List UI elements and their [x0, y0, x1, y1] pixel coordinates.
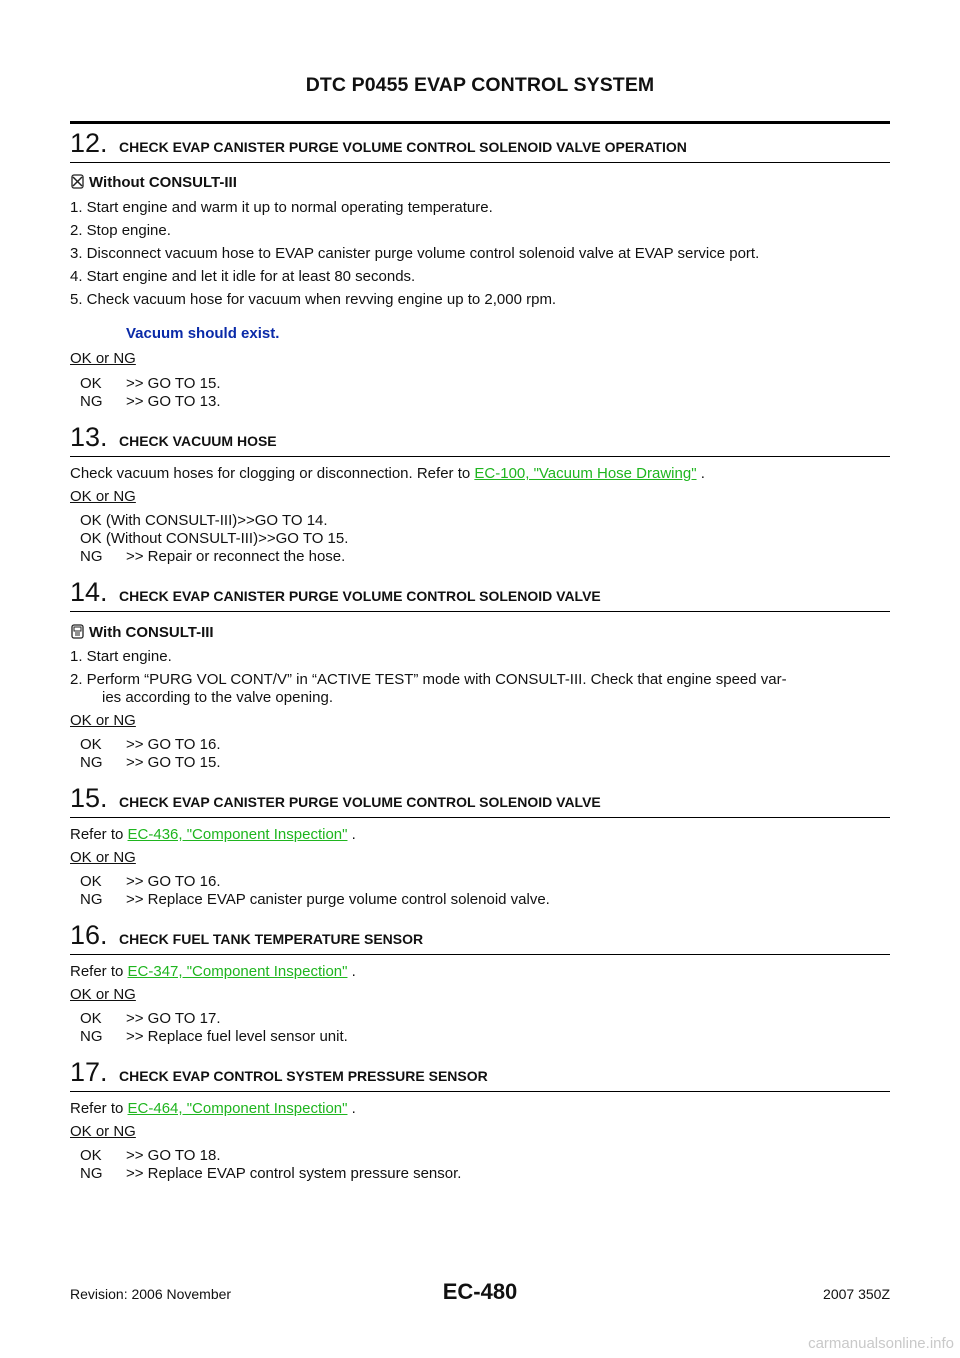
step-number: 12.	[70, 128, 108, 158]
result-ok: OK >> GO TO 16.	[80, 736, 221, 753]
procedure-item: 3. Disconnect vacuum hose to EVAP canister purge volume control solenoid valve at EVAP service port.	[70, 245, 760, 262]
ok-or-ng-label: OK or NG	[70, 849, 136, 866]
no-consult-icon	[70, 174, 85, 189]
result-ok-without: OK (Without CONSULT-III)>>GO TO 15.	[80, 530, 349, 547]
result-ng: NG >> GO TO 13.	[80, 393, 221, 410]
result-ng: NG >> Replace fuel level sensor unit.	[80, 1028, 348, 1045]
consult-tool-icon	[70, 624, 85, 639]
step-15-header	[70, 781, 890, 818]
step-number: 15.	[70, 783, 108, 813]
reference-link[interactable]: EC-464, "Component Inspection"	[127, 1100, 348, 1117]
procedure-item: 4. Start engine and let it idle for at least 80 seconds.	[70, 268, 416, 285]
reference-link[interactable]: EC-100, "Vacuum Hose Drawing"	[474, 465, 697, 482]
procedure-item: 5. Check vacuum hose for vacuum when revving engine up to 2,000 rpm.	[70, 291, 557, 308]
watermark: carmanualsonline.info	[808, 1335, 954, 1352]
ok-or-ng-label: OK or NG	[70, 350, 136, 367]
step-title: CHECK FUEL TANK TEMPERATURE SENSOR	[119, 931, 424, 947]
ok-or-ng-label: OK or NG	[70, 712, 136, 729]
ok-or-ng-label: OK or NG	[70, 488, 136, 505]
step-number: 13.	[70, 422, 108, 452]
step-title: CHECK EVAP CONTROL SYSTEM PRESSURE SENSOR	[119, 1068, 488, 1084]
condition-text: Vacuum should exist.	[126, 325, 280, 342]
footer-page-number: EC-480	[442, 1279, 518, 1304]
footer-model: 2007 350Z	[823, 1286, 890, 1302]
ok-or-ng-label: OK or NG	[70, 986, 136, 1003]
step-title: CHECK VACUUM HOSE	[119, 433, 277, 449]
mode-text: Without CONSULT-III	[89, 174, 237, 191]
step-number: 16.	[70, 920, 108, 950]
reference-text: Refer to EC-436, "Component Inspection" .	[70, 826, 356, 843]
reference-text: Check vacuum hoses for clogging or disconnection. Refer to EC-100, "Vacuum Hose Drawing" .	[70, 465, 705, 482]
step-14-header	[70, 575, 890, 612]
reference-link[interactable]: EC-347, "Component Inspection"	[127, 963, 348, 980]
reference-link[interactable]: EC-436, "Component Inspection"	[127, 826, 348, 843]
result-ng: NG >> Replace EVAP control system pressure sensor.	[80, 1165, 462, 1182]
step-number: 17.	[70, 1057, 108, 1087]
reference-text: Refer to EC-464, "Component Inspection" .	[70, 1100, 356, 1117]
step-title: CHECK EVAP CANISTER PURGE VOLUME CONTROL SOLENOID VALVE OPERATION	[119, 139, 687, 155]
title-divider	[70, 121, 890, 124]
step-12-header	[70, 126, 890, 163]
step-number: 14.	[70, 577, 108, 607]
page-title: DTC P0455 EVAP CONTROL SYSTEM	[305, 74, 655, 96]
step-title: CHECK EVAP CANISTER PURGE VOLUME CONTROL SOLENOID VALVE	[119, 794, 601, 810]
result-ok: OK >> GO TO 16.	[80, 873, 221, 890]
result-ok: OK >> GO TO 15.	[80, 375, 221, 392]
procedure-item: 2. Stop engine.	[70, 222, 171, 239]
procedure-item: 1. Start engine and warm it up to normal operating temperature.	[70, 199, 493, 216]
step-title: CHECK EVAP CANISTER PURGE VOLUME CONTROL SOLENOID VALVE	[119, 588, 601, 604]
result-ok: OK >> GO TO 18.	[80, 1147, 221, 1164]
mode-text: With CONSULT-III	[89, 624, 214, 641]
procedure-item: 2. Perform “PURG VOL CONT/V” in “ACTIVE TEST” mode with CONSULT-III. Check that engine speed var-	[70, 671, 787, 688]
step-16-header	[70, 918, 890, 955]
result-ok-with: OK (With CONSULT-III)>>GO TO 14.	[80, 512, 328, 529]
without-consult-label	[70, 174, 237, 192]
result-ng: NG >> GO TO 15.	[80, 754, 221, 771]
with-consult-label	[70, 624, 214, 642]
footer-revision: Revision: 2006 November	[70, 1286, 232, 1302]
result-ng: NG >> Replace EVAP canister purge volume control solenoid valve.	[80, 891, 550, 908]
step-17-header	[70, 1055, 890, 1092]
result-ok: OK >> GO TO 17.	[80, 1010, 221, 1027]
ok-or-ng-label: OK or NG	[70, 1123, 136, 1140]
reference-text: Refer to EC-347, "Component Inspection" .	[70, 963, 356, 980]
step-13-header	[70, 420, 890, 457]
procedure-item-continued: ies according to the valve opening.	[102, 689, 333, 706]
result-ng: NG >> Repair or reconnect the hose.	[80, 548, 346, 565]
procedure-item: 1. Start engine.	[70, 648, 172, 665]
